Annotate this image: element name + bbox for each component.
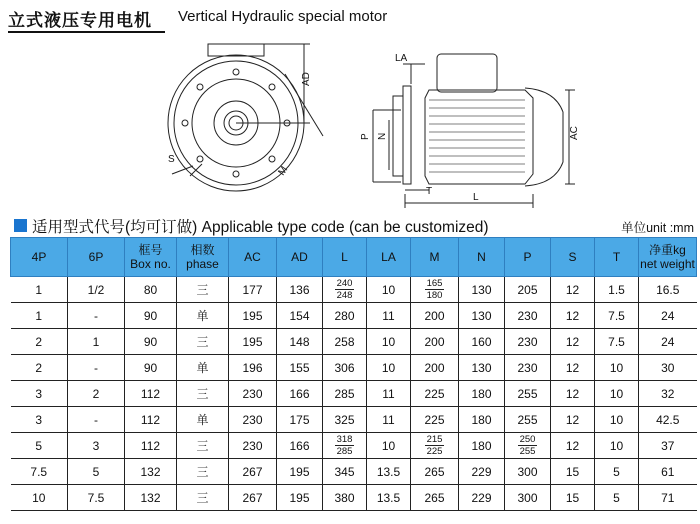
table-cell: 195 xyxy=(277,485,323,511)
column-header xyxy=(459,238,505,277)
table-cell: 285 xyxy=(323,381,367,407)
label-s: S xyxy=(168,154,175,165)
table-cell: 10 xyxy=(595,407,639,433)
table-cell: 24 xyxy=(639,329,697,355)
table-cell: 61 xyxy=(639,459,697,485)
label-n: N xyxy=(377,132,388,140)
column-header-label: 净重kg xyxy=(649,243,686,257)
table-cell: 1.5 xyxy=(595,277,639,303)
table-row xyxy=(11,303,697,329)
table-cell: 12 xyxy=(551,381,595,407)
table-cell: 2 xyxy=(11,355,68,381)
table-row xyxy=(11,433,697,459)
table-cell: 11 xyxy=(367,381,411,407)
column-header xyxy=(551,238,595,277)
table-cell: 10 xyxy=(595,433,639,459)
label-l: L xyxy=(473,192,479,203)
table-cell-dual: $\frac{250}{255}$ xyxy=(505,433,551,459)
column-header xyxy=(68,238,125,277)
table-cell: 1 xyxy=(68,329,125,355)
table-cell: 300 xyxy=(505,459,551,485)
table-row xyxy=(11,407,697,433)
table-cell: 80 xyxy=(125,277,177,303)
table-cell: 155 xyxy=(277,355,323,381)
table-cell: 10 xyxy=(11,485,68,511)
table-cell: 306 xyxy=(323,355,367,381)
column-header xyxy=(367,238,411,277)
front-view-drawing xyxy=(160,36,345,201)
table-cell: 325 xyxy=(323,407,367,433)
table-cell: 267 xyxy=(229,459,277,485)
column-header-label: N xyxy=(477,250,486,264)
table-cell: 12 xyxy=(551,303,595,329)
table-cell: 10 xyxy=(367,277,411,303)
table-cell: 12 xyxy=(551,407,595,433)
table-cell: 230 xyxy=(505,329,551,355)
column-header-sublabel: net weight xyxy=(640,257,695,271)
table-cell: 7.5 xyxy=(68,485,125,511)
column-header xyxy=(177,238,229,277)
table-cell: 三 xyxy=(177,459,229,485)
unit-label: 单位unit :mm xyxy=(621,221,694,235)
table-cell-dual: $\frac{165}{180}$ xyxy=(411,277,459,303)
table-cell: 265 xyxy=(411,485,459,511)
table-cell: 7.5 xyxy=(595,329,639,355)
table-cell: 195 xyxy=(229,329,277,355)
table-cell: 2 xyxy=(68,381,125,407)
table-cell: 12 xyxy=(551,277,595,303)
table-cell: 230 xyxy=(229,433,277,459)
table-cell: 225 xyxy=(411,407,459,433)
section-title: 适用型式代号(均可订做) Applicable type code (can be customized) xyxy=(32,219,489,236)
table-cell: 205 xyxy=(505,277,551,303)
table-cell: 200 xyxy=(411,329,459,355)
label-p: P xyxy=(360,133,371,140)
column-header-sublabel: phase xyxy=(186,257,219,271)
table-cell: 1/2 xyxy=(68,277,125,303)
column-header xyxy=(595,238,639,277)
table-cell: 265 xyxy=(411,459,459,485)
table-row xyxy=(11,381,697,407)
table-row xyxy=(11,329,697,355)
table-cell: 166 xyxy=(277,433,323,459)
table-cell: 90 xyxy=(125,303,177,329)
table-cell: 3 xyxy=(11,407,68,433)
column-header-label: T xyxy=(612,250,621,264)
table-cell: 11 xyxy=(367,303,411,329)
table-cell: 280 xyxy=(323,303,367,329)
table-cell: - xyxy=(68,407,125,433)
table-cell: 180 xyxy=(459,381,505,407)
section-marker xyxy=(14,219,27,232)
title-en: Vertical Hydraulic special motor xyxy=(178,8,388,25)
table-cell: 15 xyxy=(551,485,595,511)
table-cell: 12 xyxy=(551,355,595,381)
table-cell: 11 xyxy=(367,407,411,433)
table-cell: 单 xyxy=(177,355,229,381)
table-cell: 71 xyxy=(639,485,697,511)
table-cell: 15 xyxy=(551,459,595,485)
column-header xyxy=(323,238,367,277)
column-header-label: P xyxy=(523,250,532,264)
table-row xyxy=(11,459,697,485)
table-cell: 180 xyxy=(459,433,505,459)
table-cell: 三 xyxy=(177,277,229,303)
column-header-label: 相数 xyxy=(190,243,215,257)
table-cell: 112 xyxy=(125,381,177,407)
table-cell: 229 xyxy=(459,485,505,511)
table-cell: 196 xyxy=(229,355,277,381)
table-cell: 13.5 xyxy=(367,459,411,485)
table-cell: 177 xyxy=(229,277,277,303)
column-header-label: LA xyxy=(381,250,396,264)
table-cell: 7.5 xyxy=(595,303,639,329)
label-ad: AD xyxy=(301,72,312,86)
table-cell: 195 xyxy=(229,303,277,329)
column-header-label: AD xyxy=(291,250,308,264)
table-cell: 30 xyxy=(639,355,697,381)
column-header xyxy=(639,238,697,277)
column-header xyxy=(277,238,323,277)
table-cell: 225 xyxy=(411,381,459,407)
table-cell: 230 xyxy=(505,303,551,329)
column-header-sublabel: Box no. xyxy=(130,257,171,271)
table-cell: 5 xyxy=(68,459,125,485)
table-cell: 130 xyxy=(459,355,505,381)
label-la: LA xyxy=(395,53,408,64)
column-header-label: 4P xyxy=(31,250,47,264)
table-cell: 112 xyxy=(125,433,177,459)
column-header-label: 框号 xyxy=(138,243,163,257)
table-cell: 单 xyxy=(177,407,229,433)
table-row xyxy=(11,355,697,381)
table-cell: 200 xyxy=(411,303,459,329)
table-cell: 258 xyxy=(323,329,367,355)
table-cell: 255 xyxy=(505,407,551,433)
table-cell: 10 xyxy=(595,355,639,381)
column-header-label: M xyxy=(429,250,440,264)
table-cell-dual: $\frac{240}{248}$ xyxy=(323,277,367,303)
table-cell: 230 xyxy=(229,381,277,407)
column-header-label: 6P xyxy=(88,250,104,264)
table-cell: 160 xyxy=(459,329,505,355)
table-cell: 132 xyxy=(125,459,177,485)
table-cell: 90 xyxy=(125,355,177,381)
side-view-drawing xyxy=(355,36,580,214)
table-cell: 300 xyxy=(505,485,551,511)
table-cell: 42.5 xyxy=(639,407,697,433)
spec-table xyxy=(10,237,697,511)
table-cell: 16.5 xyxy=(639,277,697,303)
table-cell: 32 xyxy=(639,381,697,407)
table-cell: 1 xyxy=(11,277,68,303)
table-cell: 90 xyxy=(125,329,177,355)
column-header xyxy=(411,238,459,277)
label-ac: AC xyxy=(569,126,580,140)
table-cell: 200 xyxy=(411,355,459,381)
table-cell: 154 xyxy=(277,303,323,329)
table-cell: 单 xyxy=(177,303,229,329)
table-cell: 166 xyxy=(277,381,323,407)
table-cell: 345 xyxy=(323,459,367,485)
table-cell: 180 xyxy=(459,407,505,433)
table-cell: 148 xyxy=(277,329,323,355)
table-cell: 175 xyxy=(277,407,323,433)
label-t: T xyxy=(426,186,433,197)
title-underline xyxy=(8,31,165,33)
column-header xyxy=(11,238,68,277)
table-cell: 5 xyxy=(595,485,639,511)
section-header xyxy=(14,215,694,237)
label-m: M xyxy=(276,164,291,178)
column-header-label: S xyxy=(568,250,577,264)
column-header-label: L xyxy=(341,250,348,264)
table-cell: 132 xyxy=(125,485,177,511)
table-row xyxy=(11,277,697,303)
table-cell: 230 xyxy=(229,407,277,433)
table-cell: 13.5 xyxy=(367,485,411,511)
table-cell: - xyxy=(68,303,125,329)
table-cell: 12 xyxy=(551,329,595,355)
table-cell: 三 xyxy=(177,381,229,407)
table-header-row xyxy=(11,238,697,277)
column-header xyxy=(505,238,551,277)
table-cell: 3 xyxy=(68,433,125,459)
table-cell: 5 xyxy=(595,459,639,485)
table-cell: 130 xyxy=(459,303,505,329)
table-cell: 230 xyxy=(505,355,551,381)
table-cell: 10 xyxy=(595,381,639,407)
column-header-label: AC xyxy=(244,250,261,264)
table-cell: 2 xyxy=(11,329,68,355)
title-cn: 立式液压专用电机 xyxy=(8,11,152,30)
table-cell: 255 xyxy=(505,381,551,407)
table-cell: - xyxy=(68,355,125,381)
table-cell: 10 xyxy=(367,355,411,381)
table-cell-dual: $\frac{318}{285}$ xyxy=(323,433,367,459)
table-cell: 12 xyxy=(551,433,595,459)
table-cell-dual: $\frac{215}{225}$ xyxy=(411,433,459,459)
table-cell: 37 xyxy=(639,433,697,459)
table-cell: 10 xyxy=(367,433,411,459)
table-cell: 229 xyxy=(459,459,505,485)
table-cell: 三 xyxy=(177,329,229,355)
table-cell: 195 xyxy=(277,459,323,485)
table-cell: 7.5 xyxy=(11,459,68,485)
table-cell: 3 xyxy=(11,381,68,407)
table-cell: 三 xyxy=(177,485,229,511)
table-cell: 130 xyxy=(459,277,505,303)
table-cell: 136 xyxy=(277,277,323,303)
table-cell: 三 xyxy=(177,433,229,459)
table-row xyxy=(11,485,697,511)
table-cell: 1 xyxy=(11,303,68,329)
table-cell: 112 xyxy=(125,407,177,433)
table-cell: 24 xyxy=(639,303,697,329)
column-header xyxy=(229,238,277,277)
table-cell: 267 xyxy=(229,485,277,511)
table-cell: 10 xyxy=(367,329,411,355)
table-cell: 380 xyxy=(323,485,367,511)
table-cell: 5 xyxy=(11,433,68,459)
column-header xyxy=(125,238,177,277)
